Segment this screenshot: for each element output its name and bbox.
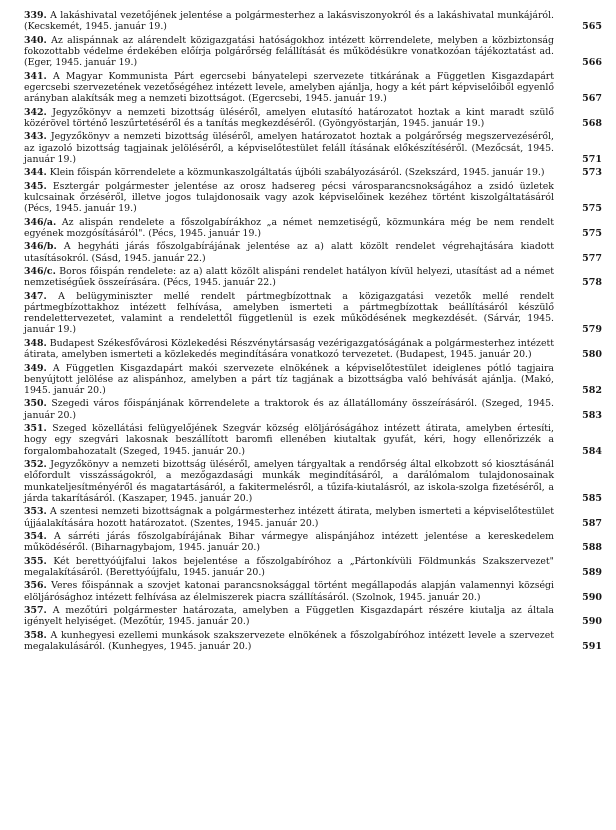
entry-text: A belügyminiszter mellé rendelt pártmegbízottnak a közigazgatási vezetők mellé rendelt pártmegbízottakhoz intézett felhívása, amelyben ismerteti a pártmegbízottak beállításáról készülő rendelettervezetet, valamint a rendelettől függetlenül is ezek működésének megkezdését. (Sárvár, 1945. január 19.) <box>24 290 554 336</box>
entry-page-number: 589 <box>582 566 602 578</box>
entry-text: Veres főispánnak a szovjet katonai parancsnoksággal történt megállapodás alapján valamennyi községi elöljárósághoz intézett felhívása az élelmiszerek piacra szállításáról. (Szolnok, 1945. január 20.) <box>24 580 554 603</box>
toc-entry <box>24 181 602 215</box>
toc-entry <box>24 423 602 457</box>
entry-text: A Független Kisgazdapárt makói szervezete elnökének a képviselőtestület ideiglenes pótló tagjaira benyújtott jelölése az alispánhoz, amelyben a párt tíz tagjának a bizottságba való behívását ajánlja. (Makó, 1945. január 20.) <box>24 362 554 396</box>
entry-number: 352. <box>24 459 47 471</box>
toc-entry <box>24 398 602 421</box>
entry-text: Szegedi város főispánjának körrendelete a traktorok és az állatállomány összeírásáról. (Szeged, 1945. január 20.) <box>24 398 554 421</box>
entry-page-number: 584 <box>582 445 602 457</box>
toc-entry <box>24 35 602 69</box>
entry-number: 350. <box>24 398 47 410</box>
entry-page-number: 571 <box>582 153 602 165</box>
toc-entry <box>24 531 602 554</box>
entry-text: Boros főispán rendelete: az a) alatt közölt alispáni rendelet hatályon kívül helyezi, utasítást ad a német nemzetiségűek összeírására. (Pécs, 1945. január 22.) <box>24 265 554 289</box>
entry-page-number: 582 <box>582 385 602 396</box>
entry-page-number: 575 <box>582 227 602 239</box>
entry-page-number: 578 <box>582 277 602 289</box>
entry-text: Szeged közellátási felügyelőjének Szegvár község elöljáróságához intézett átirata, amelyben értesíti, hogy egy szegvári lakosnak beszállított baromfi ellenében kiutaltak gyufát, kéri, hogy ellenőrizzék a forgalombahozatalt (Szeged, 1945. január 20.) <box>24 423 554 457</box>
entry-page-number: 591 <box>582 640 602 652</box>
entry-text: Jegyzőkönyv a nemzeti bizottság üléséről, amelyen határozatot hoztak a polgárőrség megszervezéséről, az igazoló bizottság tagjainak jelöléséről, a képviselőtestület feláll ításának előkészítéséről. (Mezőcsát, 1945. január 19.) <box>24 131 554 165</box>
entry-page-number: 577 <box>582 252 602 264</box>
entry-number: 339. <box>24 10 47 21</box>
toc-entry <box>24 580 602 603</box>
entry-text: Klein főispán körrendelete a közmunkaszolgáltatás újbóli szabályozásáról. (Szekszárd, 1945. január 19.) <box>49 167 545 179</box>
entry-page-number: 590 <box>582 616 602 628</box>
toc-entry <box>24 167 602 178</box>
toc-entry <box>24 630 602 653</box>
toc-entry <box>24 131 602 165</box>
entry-text: A lakáshivatal vezetőjének jelentése a polgármesterhez a lakásviszonyokról és a lakáshivatal munkájáról. (Kecskemét, 1945. január 19.) <box>24 10 554 33</box>
entry-number: 348. <box>24 337 47 349</box>
entry-number: 349. <box>24 362 47 374</box>
entry-page-number: 590 <box>582 591 602 603</box>
entry-page-number: 565 <box>582 21 602 33</box>
entry-number: 355. <box>24 555 47 567</box>
toc-entry <box>24 605 602 628</box>
entry-page-number: 583 <box>582 409 602 421</box>
entry-text: Esztergár polgármester jelentése az orosz hadsereg pécsi városparancsnokságához a zsidó üzletek kulcsainak őrzéséről, illetve jogos tulajdonosaik vagy azok képviselőinek kezéhez történt kiszolgáltatásáról (Pécs, 1945. január 19.) <box>24 180 554 215</box>
entry-number: 347. <box>24 290 47 302</box>
entry-number: 357. <box>24 605 47 616</box>
entry-number: 342. <box>24 106 47 118</box>
entry-number: 346/a. <box>24 216 57 228</box>
entry-page-number: 567 <box>582 93 602 105</box>
toc-entry <box>24 291 602 336</box>
entry-number: 344. <box>24 167 47 179</box>
entry-text: A mezőtúri polgármester határozata, amelyben a Független Kisgazdapárt részére kiutalja az általa igényelt helyiséget. (Mezőtúr, 1945. január 20.) <box>24 605 554 628</box>
entry-text: Jegyzőkönyv a nemzeti bizottság üléséről, amelyen tárgyaltak a rendőrség által elkobzott só kiosztásánál előfordult visszásságokról, a mezőgazdasági munkák megindításáról, a darálómalom tulajdonosainak munkateljesítményéről és magatartásáról, a fakitermelésről, a tűzifa-kiutalásról, az iskola-szolga fizetéséről, a járda takarításáról. (Kaszaper, 1945. január 20.) <box>24 459 554 504</box>
toc-entry <box>24 506 602 529</box>
entry-number: 340. <box>24 34 47 46</box>
toc-entry <box>24 10 602 33</box>
entry-text: A Magyar Kommunista Párt egercsebi bányatelepi szervezete titkárának a Független Kisgazdapárt egercsebi szervezetének vezetőségéhez intézett levele, amelyben ajánlja, hogy a két párt képviselőiből egyenlő arányban alakítsák meg a nemzeti bizottságot. (Egercsebi, 1945. január 19.) <box>24 70 554 105</box>
entry-page-number: 588 <box>582 542 602 554</box>
entry-text: Két berettyóújfalui lakos bejelentése a főszolgabíróhoz a „Pártonkívüli Földmunkás Szakszervezet" megalakításáról. (Berettyóújfalu, 1945. január 20.) <box>24 555 554 578</box>
toc-entry <box>24 338 602 361</box>
toc-entry <box>24 217 602 240</box>
entry-page-number: 568 <box>582 117 602 129</box>
entry-number: 346/b. <box>24 241 57 253</box>
entry-page-number: 585 <box>582 492 602 504</box>
entry-text: A szentesi nemzeti bizottságnak a polgármesterhez intézett átirata, melyben ismerteti a képviselőtestület újjáalakítására hozott határozatot. (Szentes, 1945. január 20.) <box>24 506 554 529</box>
entry-page-number: 566 <box>582 57 602 69</box>
entry-text: A sárréti járás főszolgabírájának Bihar vármegye alispánjához intézett jelentése a kereskedelem működéséről. (Biharnagybajom, 1945. január 20.) <box>24 530 554 554</box>
entry-page-number: 579 <box>582 324 602 336</box>
toc-entry <box>24 556 602 579</box>
entry-text: Az alispán rendelete a főszolgabírákhoz „a német nemzetiségű, közmunkára még be nem rendelt egyének mozgósításáról". (Pécs, 1945. január 19.) <box>24 216 554 239</box>
toc-entry <box>24 107 602 130</box>
entry-text: Jegyzőkönyv a nemzeti bizottság üléséről, amelyen elutasító határozatot hoztak a kint maradt szülő közérövel történő leszűrtetéséről és a tanítás megkezdéséről. (Gyöngyöstarján, 1945. január 19.) <box>24 106 554 129</box>
entry-number: 356. <box>24 580 47 592</box>
entry-page-number: 580 <box>582 349 602 361</box>
entry-text: Az alispánnak az alárendelt közigazgatási hatóságokhoz intézett körrendelete, melyben a közbiztonság fokozottabb védelme érdekében előírja polgárőrség felállítását és működésükre vonatkozóan tájékoztatást ad. (Eger, 1945. január 19.) <box>24 34 554 69</box>
entry-page-number: 587 <box>582 517 602 529</box>
toc-entry <box>24 363 602 397</box>
entry-number: 354. <box>24 530 47 542</box>
entry-page-number: 575 <box>582 203 602 215</box>
toc-entry <box>24 459 602 504</box>
toc-entry <box>24 71 602 105</box>
entry-number: 351. <box>24 423 47 435</box>
entry-page-number: 573 <box>582 167 602 179</box>
entry-number: 353. <box>24 506 47 518</box>
entry-number: 358. <box>24 629 47 641</box>
toc-entry <box>24 266 602 289</box>
entry-number: 343. <box>24 131 47 143</box>
entry-text: A kunhegyesi ezellemi munkások szakszervezete elnökének a főszolgabíróhoz intézett levele a szervezet megalakulásáról. (Kunhegyes, 1945. január 20.) <box>24 629 554 652</box>
entry-number: 341. <box>24 70 47 82</box>
toc-entry <box>24 241 602 264</box>
entry-text: Budapest Székesfővárosi Közlekedési Részvénytársaság vezérigazgatóságának a polgármesterhez intézett átirata, amelyben ismerteti a közlekedés megindítására vonatkozó tervezetet. (Budapest, 1945. január 20.) <box>24 337 554 361</box>
entry-number: 346/c. <box>24 265 56 277</box>
entry-number: 345. <box>24 180 47 192</box>
entry-text: A hegyháti járás főszolgabírájának jelentése az a) alatt közölt rendelet végrehajtására kiadott utasításokról. (Sásd, 1945. január 22.) <box>24 241 554 264</box>
